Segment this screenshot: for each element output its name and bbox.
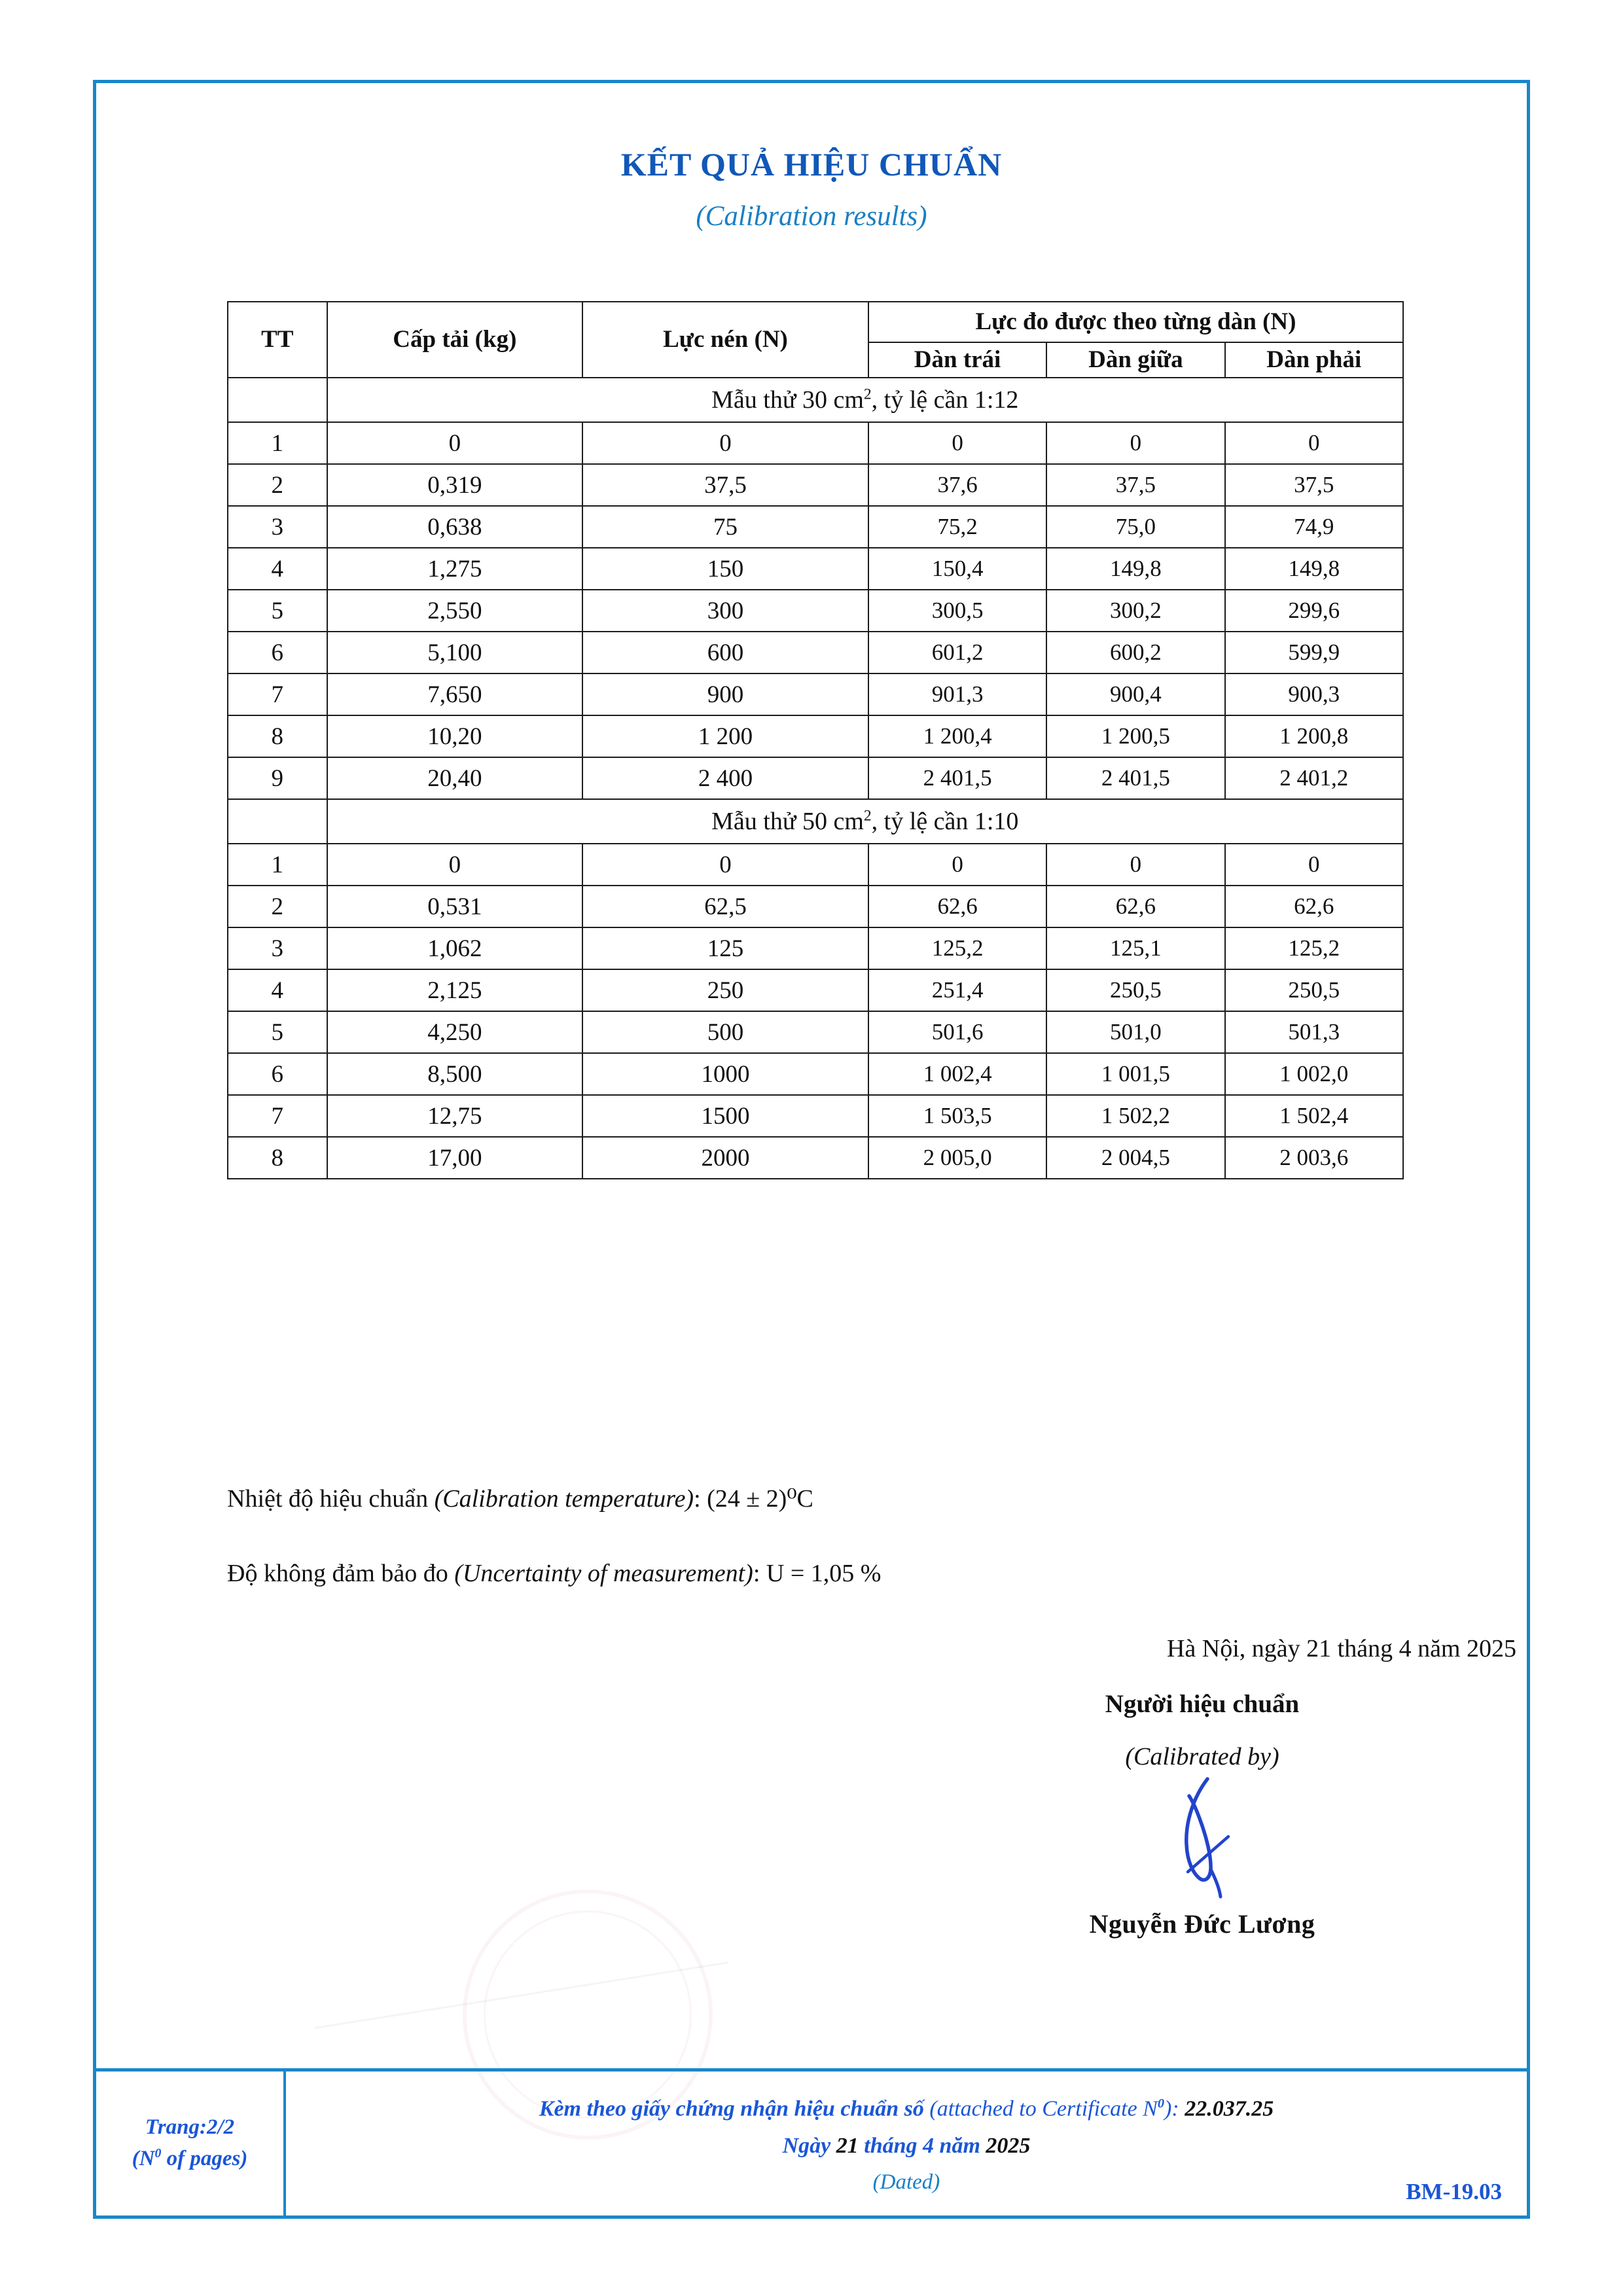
cell-tt: 5 [228, 1011, 327, 1053]
cell-rig-left: 2 401,5 [868, 757, 1046, 799]
cell-load: 1,062 [327, 927, 583, 969]
cell-rig-right: 1 200,8 [1225, 715, 1403, 757]
table-section-label [327, 799, 1403, 844]
date-post: năm [934, 2133, 986, 2158]
table-row [228, 1011, 1403, 1053]
column-header-rig-left: Dàn trái [868, 342, 1046, 378]
signature-block [868, 1634, 1536, 1939]
cell-rig-middle: 501,0 [1046, 1011, 1224, 1053]
cell-tt: 3 [228, 927, 327, 969]
date-mid: tháng [858, 2133, 923, 2158]
cell-rig-left: 300,5 [868, 590, 1046, 632]
cell-force: 0 [582, 422, 868, 464]
cell-rig-right: 0 [1225, 422, 1403, 464]
cell-force: 75 [582, 506, 868, 548]
date-prefix: Ngày [782, 2133, 836, 2158]
temperature-value: : (24 ± 2)⁰C [694, 1485, 813, 1513]
section-label-prefix: Mẫu thử 50 cm [711, 808, 864, 835]
table-row [228, 506, 1403, 548]
signer-name: Nguyễn Đức Lương [1089, 1909, 1315, 1939]
table-row [228, 422, 1403, 464]
cell-rig-middle: 0 [1046, 422, 1224, 464]
cell-force: 62,5 [582, 886, 868, 927]
cell-load: 12,75 [327, 1095, 583, 1137]
cell-tt: 2 [228, 886, 327, 927]
cell-rig-right: 149,8 [1225, 548, 1403, 590]
cell-rig-middle: 75,0 [1046, 506, 1224, 548]
cell-rig-left: 62,6 [868, 886, 1046, 927]
cell-rig-left: 1 002,4 [868, 1053, 1046, 1095]
title-block [96, 145, 1527, 232]
cell-tt: 8 [228, 1137, 327, 1179]
cell-rig-right: 1 502,4 [1225, 1095, 1403, 1137]
uncertainty-label-en: (Uncertainty of measurement) [454, 1560, 753, 1587]
cell-rig-middle: 250,5 [1046, 969, 1224, 1011]
form-code: BM-19.03 [1406, 2179, 1502, 2204]
cell-force: 150 [582, 548, 868, 590]
cell-rig-middle: 1 502,2 [1046, 1095, 1224, 1137]
column-header-rig-middle: Dàn giữa [1046, 342, 1224, 378]
cell-force: 2 400 [582, 757, 868, 799]
cell-rig-middle: 62,6 [1046, 886, 1224, 927]
cell-tt: 4 [228, 548, 327, 590]
section-label-superscript: 2 [863, 807, 872, 825]
cell-rig-left: 1 503,5 [868, 1095, 1046, 1137]
date-month: 4 [923, 2133, 935, 2158]
cell-rig-right: 900,3 [1225, 673, 1403, 715]
place-and-date: Hà Nội, ngày 21 tháng 4 năm 2025 [1166, 1635, 1516, 1662]
table-section-header-row [228, 378, 1403, 422]
cert-label-en-post: ): [1164, 2096, 1185, 2121]
cell-rig-left: 601,2 [868, 632, 1046, 673]
date-day: 21 [836, 2133, 859, 2158]
cell-rig-middle: 1 001,5 [1046, 1053, 1224, 1095]
cell-rig-right: 37,5 [1225, 464, 1403, 506]
table-row [228, 886, 1403, 927]
cert-label-en-sup: 0 [1157, 2096, 1165, 2111]
cell-tt: 7 [228, 1095, 327, 1137]
uncertainty-value: : U = 1,05 % [753, 1560, 882, 1587]
cell-load: 0 [327, 844, 583, 886]
cell-tt: 7 [228, 673, 327, 715]
table-row [228, 632, 1403, 673]
table-row [228, 927, 1403, 969]
page-label-en-pre: (N [132, 2147, 155, 2170]
certificate-date [783, 2134, 1031, 2159]
cell-rig-left: 150,4 [868, 548, 1046, 590]
cell-load: 17,00 [327, 1137, 583, 1179]
cell-rig-middle: 0 [1046, 844, 1224, 886]
cell-rig-right: 299,6 [1225, 590, 1403, 632]
column-header-rig-right: Dàn phải [1225, 342, 1403, 378]
cell-force: 900 [582, 673, 868, 715]
table-row [228, 715, 1403, 757]
calibration-results-table [227, 301, 1404, 1179]
cell-rig-left: 901,3 [868, 673, 1046, 715]
uncertainty-note [227, 1559, 881, 1588]
section-label-suffix: , tỷ lệ cần 1:12 [871, 386, 1019, 414]
cell-rig-right: 74,9 [1225, 506, 1403, 548]
cell-rig-left: 125,2 [868, 927, 1046, 969]
cell-tt: 4 [228, 969, 327, 1011]
cell-rig-middle: 1 200,5 [1046, 715, 1224, 757]
cell-rig-left: 501,6 [868, 1011, 1046, 1053]
certificate-number: 22.037.25 [1185, 2096, 1274, 2121]
column-header-tt: TT [228, 302, 327, 378]
cell-rig-middle: 37,5 [1046, 464, 1224, 506]
footer-page-number [96, 2072, 286, 2215]
cell-rig-left: 1 200,4 [868, 715, 1046, 757]
table-row [228, 1095, 1403, 1137]
cell-tt: 2 [228, 464, 327, 506]
table-section-label [327, 378, 1403, 422]
cell-tt: 9 [228, 757, 327, 799]
cell-force: 1500 [582, 1095, 868, 1137]
cell-tt: 1 [228, 422, 327, 464]
cell-load: 7,650 [327, 673, 583, 715]
table-row [228, 969, 1403, 1011]
cell-rig-left: 0 [868, 422, 1046, 464]
bleed-through-signature [315, 1962, 729, 2029]
cell-force: 37,5 [582, 464, 868, 506]
cell-load: 4,250 [327, 1011, 583, 1053]
cell-force: 250 [582, 969, 868, 1011]
section-label-suffix: , tỷ lệ cần 1:10 [871, 808, 1019, 835]
cell-load: 0,319 [327, 464, 583, 506]
table-body [228, 378, 1403, 1179]
cell-tt: 1 [228, 844, 327, 886]
cell-rig-middle: 125,1 [1046, 927, 1224, 969]
cell-load: 2,550 [327, 590, 583, 632]
table-row [228, 757, 1403, 799]
cell-rig-middle: 2 004,5 [1046, 1137, 1224, 1179]
cell-force: 500 [582, 1011, 868, 1053]
cell-load: 1,275 [327, 548, 583, 590]
cell-load: 20,40 [327, 757, 583, 799]
cell-rig-right: 2 401,2 [1225, 757, 1403, 799]
cell-rig-left: 75,2 [868, 506, 1046, 548]
column-header-measured-group: Lực đo được theo từng dàn (N) [868, 302, 1403, 342]
cell-rig-middle: 2 401,5 [1046, 757, 1224, 799]
handwritten-signature-icon [868, 1771, 1536, 1909]
cell-force: 125 [582, 927, 868, 969]
cell-load: 10,20 [327, 715, 583, 757]
cell-rig-middle: 300,2 [1046, 590, 1224, 632]
cell-rig-right: 1 002,0 [1225, 1053, 1403, 1095]
cell-rig-right: 250,5 [1225, 969, 1403, 1011]
cell-rig-left: 2 005,0 [868, 1137, 1046, 1179]
dated-label-en: (Dated) [872, 2170, 940, 2194]
cell-load: 0 [327, 422, 583, 464]
cert-label-vi: Kèm theo giấy chứng nhận hiệu chuẩn số [539, 2096, 930, 2121]
cell-tt: 8 [228, 715, 327, 757]
cell-force: 2000 [582, 1137, 868, 1179]
date-year: 2025 [986, 2133, 1031, 2158]
uncertainty-label-vi: Độ không đảm bảo đo [227, 1560, 455, 1587]
page-frame [93, 80, 1530, 2219]
page-label-en-sup: 0 [154, 2146, 162, 2161]
page-footer [96, 2068, 1527, 2215]
cell-load: 0,638 [327, 506, 583, 548]
signer-role-en: (Calibrated by) [1125, 1743, 1279, 1770]
cell-load: 5,100 [327, 632, 583, 673]
cell-tt: 6 [228, 632, 327, 673]
cell-tt: 6 [228, 1053, 327, 1095]
table-row [228, 1137, 1403, 1179]
cell-tt: 3 [228, 506, 327, 548]
cell-force: 0 [582, 844, 868, 886]
cert-label-en-pre: (attached to Certificate N [929, 2096, 1158, 2121]
table-header [228, 302, 1403, 378]
cell-rig-left: 0 [868, 844, 1046, 886]
cell-rig-middle: 600,2 [1046, 632, 1224, 673]
cell-rig-left: 251,4 [868, 969, 1046, 1011]
cell-rig-middle: 900,4 [1046, 673, 1224, 715]
cell-rig-right: 599,9 [1225, 632, 1403, 673]
temperature-label-vi: Nhiệt độ hiệu chuẩn [227, 1485, 435, 1513]
cell-load: 2,125 [327, 969, 583, 1011]
table-row [228, 844, 1403, 886]
page-label-vi: Trang:2/2 [145, 2115, 235, 2140]
page-label-en-post: of pages) [161, 2147, 248, 2170]
footer-certificate-info [286, 2072, 1527, 2215]
table-row [228, 1053, 1403, 1095]
temperature-label-en: (Calibration temperature) [434, 1485, 694, 1513]
section-row-spacer [228, 799, 327, 844]
cell-rig-right: 62,6 [1225, 886, 1403, 927]
cell-load: 0,531 [327, 886, 583, 927]
table-row [228, 464, 1403, 506]
cell-rig-right: 501,3 [1225, 1011, 1403, 1053]
certificate-reference [539, 2096, 1274, 2121]
page-subtitle: (Calibration results) [696, 201, 927, 232]
cell-load: 8,500 [327, 1053, 583, 1095]
cell-force: 300 [582, 590, 868, 632]
cell-rig-left: 37,6 [868, 464, 1046, 506]
section-label-superscript: 2 [863, 386, 872, 403]
calibration-temperature-note [227, 1484, 813, 1513]
cell-force: 600 [582, 632, 868, 673]
cell-rig-middle: 149,8 [1046, 548, 1224, 590]
page-label-en [132, 2144, 248, 2175]
section-label-prefix: Mẫu thử 30 cm [711, 386, 864, 414]
signer-role-vi: Người hiệu chuẩn [1105, 1690, 1300, 1718]
cell-tt: 5 [228, 590, 327, 632]
cell-rig-right: 2 003,6 [1225, 1137, 1403, 1179]
column-header-load: Cấp tải (kg) [327, 302, 583, 378]
table-row [228, 548, 1403, 590]
cell-rig-right: 0 [1225, 844, 1403, 886]
page-title: KẾT QUẢ HIỆU CHUẨN [620, 146, 1003, 183]
table-row [228, 590, 1403, 632]
cell-force: 1 200 [582, 715, 868, 757]
table-section-header-row [228, 799, 1403, 844]
section-row-spacer [228, 378, 327, 422]
cell-rig-right: 125,2 [1225, 927, 1403, 969]
table-row [228, 673, 1403, 715]
column-header-force: Lực nén (N) [582, 302, 868, 378]
cell-force: 1000 [582, 1053, 868, 1095]
